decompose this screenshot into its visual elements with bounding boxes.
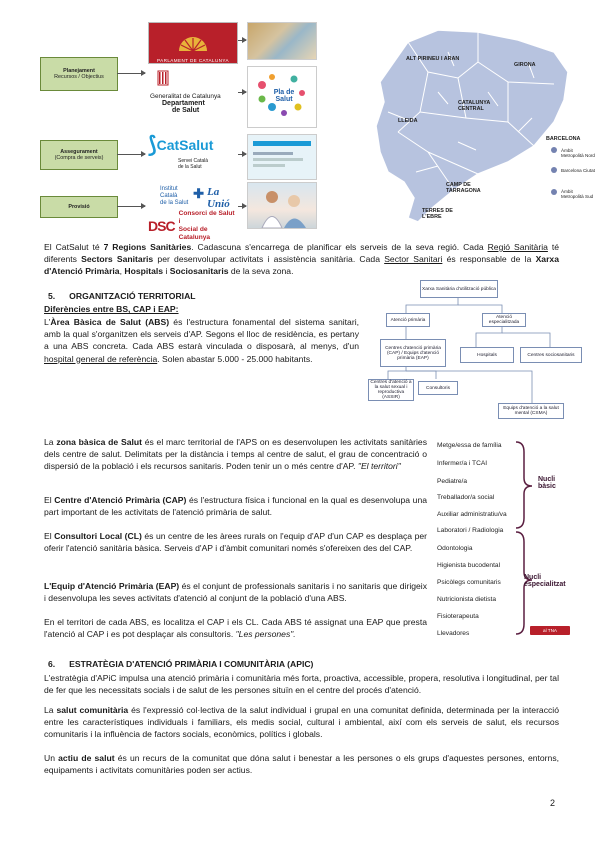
region-camp-tarragona: CAMP DE TARRAGONA — [446, 182, 481, 194]
catsalut-sub1: Servei Català — [178, 158, 209, 164]
generalitat-name: Generalitat de Catalunya — [150, 93, 221, 100]
cross-icon: ✚ — [193, 186, 205, 201]
legend-bcn: Barcelona Ciutat — [561, 168, 595, 173]
legend-nord: Àmbit Metropolità Nord — [561, 148, 595, 158]
provision-label: Provisió — [40, 196, 118, 218]
catsalut-logo — [148, 132, 236, 176]
section6-heading: 6. ESTRATÈGIA D'ATENCIÓ PRIMÀRIA I COMUNITÀRIA (APIC) — [48, 659, 314, 669]
team-special-item: Higienista bucodental — [437, 562, 501, 569]
org-hospitals: Hospitals — [460, 347, 514, 363]
consorci-name-2: Social de Catalunya — [178, 226, 211, 241]
arrow-icon — [117, 73, 145, 74]
arrow-icon — [238, 40, 246, 41]
planning-label: Planejament Recursos / Objectius — [40, 57, 118, 91]
region-terres-ebre: TERRES DE L'EBRE — [422, 208, 453, 220]
consorci-name-1: Consorci de Salut i — [178, 210, 235, 225]
cl-paragraph: El Consultori Local (CL) és un centre de les àrees rurals on l'equip d'AP d'un CAP es desplaça per oferir l'atenció sanitària bàsica. Serveis d'AP i d'àmbit comunitari només s'ofereixen des del CAP. — [44, 531, 427, 554]
team-basic-item: Infermer/a i TCAI — [437, 460, 488, 467]
team-special-item: Laboratori / Radiologia — [437, 527, 504, 534]
eap-paragraph: L'Equip d'Atenció Primària (EAP) és el conjunt de professionals sanitaris i no sanitaris que dirigeix i desenvolupa les seves activitats d'atenció al conjunt de la població d'una ABS. — [44, 581, 428, 604]
catsalut-sub2: de la Salut — [178, 164, 202, 170]
apic-paragraph: L'estratègia d'APiC impulsa una atenció primària i comunitària més forta, proactiva, accessible, propera, resolutiva i longitudinal, per tal de fer que les necessitats socials i de salut de les persones situïn en el centre del procés d'atenció. — [44, 673, 559, 696]
catsalut-symbol-icon: ⟆ — [148, 132, 157, 157]
arrow-icon — [238, 92, 246, 93]
catsalut-web-image — [247, 134, 317, 180]
region-catalunya-central: CATALUNYA CENTRAL — [458, 100, 491, 112]
catsalut-name: CatSalut — [156, 137, 214, 153]
team-special-item: Psicòlegs comunitaris — [437, 579, 501, 586]
abs-paragraph: L'Àrea Bàsica de Salut (ABS) és l'estructura fonamental del sistema sanitari, amb la qual s'organitzen els serveis d'AP. Segons el lloc de residència, es pertany a una ABS concreta. Cada ABS estarà vinculada o disposarà, al menys, d'un hospital general de referència. Solen abastar 5.000 - 25.000 habitants. — [44, 317, 359, 364]
region-lleida: LLEIDA — [398, 118, 418, 124]
region-alt-pirineu: ALT PIRINEU I ARAN — [406, 56, 460, 62]
org-primary: Atenció primària — [386, 313, 430, 327]
purchasing-label: Assegurament (Compra de serveis) — [40, 140, 118, 170]
team-special-item: Llevadores — [437, 630, 470, 637]
parlament-emblem-icon — [149, 23, 237, 53]
team-basic-item: Metge/essa de família — [437, 442, 502, 449]
org-csma: Equips d'atenció a la salut mental (CSMA) — [498, 403, 564, 419]
catalonia-map — [358, 22, 598, 230]
arrow-icon — [238, 206, 246, 207]
generalitat-logo — [148, 68, 236, 120]
brace-icon — [512, 440, 536, 640]
csc-logo-mark: DSC — [148, 218, 175, 234]
org-consultoris: Consultoris — [418, 381, 458, 395]
ics-name-2: de la Salut — [160, 200, 189, 206]
section5-heading: 5. ORGANITZACIÓ TERRITORIAL — [48, 291, 196, 301]
zona-paragraph: La zona bàsica de Salut és el marc territorial de l'APS on es desenvolupen les activitats sanitàries dels centre de salut. Delimitats per la distància i temps al centre de salut, el grau de concentració o dispersió de la població i els recursos sanitaris. Poden tenir un o més centre d'AP. "El territori" — [44, 437, 427, 472]
org-specialised: Atenció especialitzada — [482, 313, 526, 327]
team-basic-item: Auxiliar administratiu/va — [437, 511, 507, 518]
arrow-icon — [117, 154, 145, 155]
org-root: Xarxa Sanitària d'utilització pública — [420, 280, 498, 298]
abs-territory-paragraph: En el territori de cada ABS, es localitza el CAP i els CL. Cada ABS té assignat una EAP que presta l'atenció al CAP i es pot desplaçar als consultoris. "Les persones". — [44, 617, 427, 640]
team-special-label: Nucli especialitzat — [524, 574, 566, 588]
parlament-logo — [148, 22, 238, 64]
arrow-icon — [238, 154, 246, 155]
team-special-item: Odontologia — [437, 545, 473, 552]
department-name: Departament — [162, 100, 205, 107]
team-special-item: Nutricionista dietista — [437, 596, 497, 603]
pla-salut-text: Pla de Salut — [273, 89, 295, 103]
team-special-item: Fisioterapeuta — [437, 613, 479, 620]
parlament-name: PARLAMENT DE CATALUNYA — [157, 58, 229, 63]
org-cap-eap: Centres d'atenció primària (CAP) / Equips d'atenció primària (EAP) — [380, 339, 446, 367]
section5-subtitle: Diferències entre BS, CAP i EAP: — [44, 304, 179, 314]
team-basic-item: Treballador/a social — [437, 494, 495, 501]
ics-name-1: Institut Català — [160, 186, 178, 199]
people-icon — [248, 183, 316, 228]
pla-salut-image — [247, 66, 317, 128]
money-image — [247, 22, 317, 60]
department-health: de Salut — [172, 107, 200, 114]
nurse-patient-photo — [247, 182, 317, 229]
provider-logos — [148, 186, 238, 241]
community-health-paragraph: La salut comunitària és l'expressió col·lectiva de la salut individual i grupal en una comunitat definida, determinada per la interacció entre les característiques individuals i familiars, els medis social, cultural i ambiental, així com els serveis de salut, els recursos comunitaris i la influència de factors socials, econòmics, polítics i globals. — [44, 705, 559, 740]
health-asset-paragraph: Un actiu de salut és un recurs de la comunitat que dóna salut i benestar a les persones o els grups d'aquestes persones, entorns, equipaments i activitats comunitàries poden ser actius. — [44, 753, 560, 776]
arrow-icon — [117, 206, 145, 207]
org-sociosanitary: Centres sociosanitaris — [520, 347, 582, 363]
team-basic-item: Pediatre/a — [437, 478, 468, 485]
region-girona: GIRONA — [514, 62, 536, 68]
region-barcelona: BARCELONA — [546, 136, 581, 142]
org-assir: Centres d'atenció a la salut sexual i reproductiva (ASSIR) — [368, 379, 414, 401]
page-number: 2 — [550, 798, 556, 808]
cap-paragraph: El Centre d'Atenció Primària (CAP) és l'estructura física i funcional en la qual es desenvolupa una part important de les activitats de l'atenció primària de salut. — [44, 495, 427, 518]
generalitat-emblem-icon — [148, 68, 236, 88]
la-unio-name: La Unió — [207, 186, 230, 210]
team-badge: al TNA — [530, 626, 570, 635]
regions-paragraph: El CatSalut té 7 Regions Sanitàries. Cadascuna s'encarrega de planificar els serveis de la seva regió. Cada Regió Sanitària té diferents Sectors Sanitaris per desenvolupar activitats i assistència sanitària. Cada Sector Sanitari és responsable de la Xarxa d'Atenció Primària, Hospitals i Sociosanitaris de la seva zona. — [44, 242, 559, 277]
team-basic-label: Nucli bàsic — [538, 476, 556, 490]
legend-sud: Àmbit Metropolità Sud — [561, 189, 594, 199]
